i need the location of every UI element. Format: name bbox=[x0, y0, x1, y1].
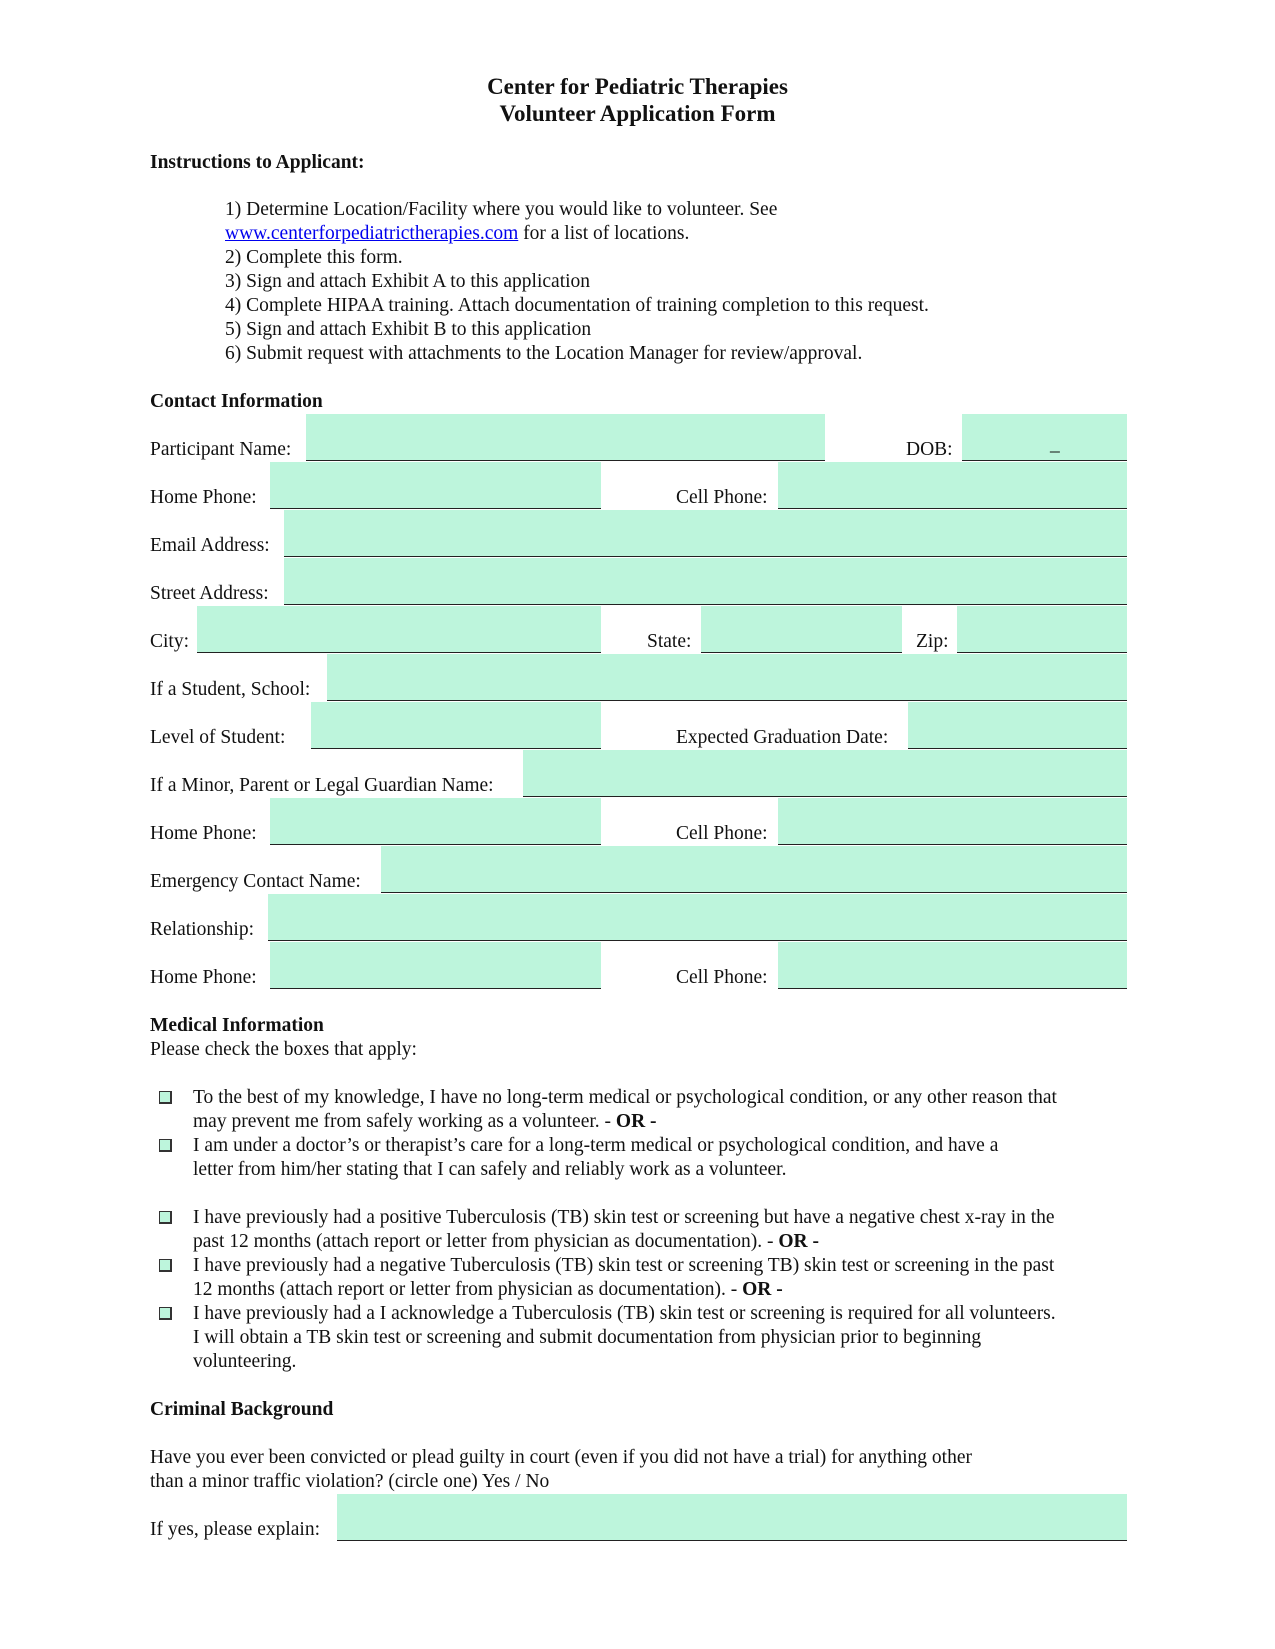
dob-value: _ bbox=[1050, 434, 1060, 455]
explain-field[interactable] bbox=[337, 1494, 1127, 1541]
participant-name-field[interactable] bbox=[306, 414, 825, 461]
graduation-field[interactable] bbox=[908, 702, 1127, 749]
graduation-label: Expected Graduation Date: bbox=[676, 727, 889, 748]
instruction-step-5: 5) Sign and attach Exhibit B to this application bbox=[225, 319, 592, 340]
tb-negative-checkbox[interactable] bbox=[159, 1259, 172, 1272]
or-label: OR - bbox=[778, 1231, 819, 1252]
emergency-home-phone-field[interactable] bbox=[270, 942, 601, 989]
email-field[interactable] bbox=[284, 510, 1127, 557]
tb-positive-text-1: I have previously had a positive Tuberculosis (TB) skin test or screening but have a negative chest x-ray in the bbox=[193, 1207, 1055, 1228]
or-label: OR - bbox=[615, 1111, 657, 1132]
guardian-cell-phone-label: Cell Phone: bbox=[676, 823, 768, 844]
guardian-label: If a Minor, Parent or Legal Guardian Name: bbox=[150, 775, 494, 796]
emergency-contact-field[interactable] bbox=[381, 846, 1127, 893]
cell-phone-label: Cell Phone: bbox=[676, 487, 768, 508]
zip-label: Zip: bbox=[916, 631, 949, 652]
city-label: City: bbox=[150, 631, 190, 652]
emergency-cell-phone-label: Cell Phone: bbox=[676, 967, 768, 988]
home-phone-field[interactable] bbox=[270, 462, 601, 509]
instruction-step-6: 6) Submit request with attachments to the Location Manager for review/approval. bbox=[225, 343, 863, 364]
relationship-label: Relationship: bbox=[150, 919, 254, 940]
doctor-care-text-2: letter from him/her stating that I can safely and reliably work as a volunteer. bbox=[193, 1159, 787, 1180]
relationship-field[interactable] bbox=[268, 894, 1127, 941]
emergency-contact-label: Emergency Contact Name: bbox=[150, 871, 361, 892]
tb-acknowledge-text-1: I have previously had a I acknowledge a Tuberculosis (TB) skin test or screening is required for all volunteers. bbox=[193, 1303, 1056, 1324]
no-condition-checkbox[interactable] bbox=[159, 1091, 172, 1104]
home-phone-label: Home Phone: bbox=[150, 487, 257, 508]
guardian-home-phone-field[interactable] bbox=[270, 798, 601, 845]
or-label: OR - bbox=[742, 1279, 783, 1300]
explain-label: If yes, please explain: bbox=[150, 1519, 321, 1540]
tb-acknowledge-text-3: volunteering. bbox=[193, 1351, 297, 1372]
instruction-step-4: 4) Complete HIPAA training. Attach documentation of training completion to this request. bbox=[225, 295, 929, 316]
instruction-step-1-cont bbox=[225, 223, 689, 245]
participant-name-label: Participant Name: bbox=[150, 439, 292, 460]
school-field[interactable] bbox=[327, 654, 1127, 701]
school-label: If a Student, School: bbox=[150, 679, 311, 700]
doctor-care-checkbox[interactable] bbox=[159, 1139, 172, 1152]
no-condition-text-1: To the best of my knowledge, I have no long-term medical or psychological condition, or any other reason that bbox=[193, 1087, 1057, 1108]
tb-positive-checkbox[interactable] bbox=[159, 1211, 172, 1224]
dob-field[interactable] bbox=[962, 414, 1127, 461]
instruction-step-3: 3) Sign and attach Exhibit A to this application bbox=[225, 271, 591, 292]
medical-heading: Medical Information bbox=[150, 1015, 324, 1036]
emergency-home-phone-label: Home Phone: bbox=[150, 967, 257, 988]
guardian-cell-phone-field[interactable] bbox=[778, 798, 1127, 845]
criminal-heading: Criminal Background bbox=[150, 1399, 334, 1420]
form-title: Center for Pediatric Therapies bbox=[487, 74, 788, 99]
no-condition-text-2: may prevent me from safely working as a volunteer. - OR - bbox=[193, 1111, 657, 1132]
medical-subheading: Please check the boxes that apply: bbox=[150, 1039, 417, 1060]
emergency-cell-phone-field[interactable] bbox=[778, 942, 1127, 989]
instructions-heading: Instructions to Applicant: bbox=[150, 152, 365, 173]
street-label: Street Address: bbox=[150, 583, 269, 604]
state-field[interactable] bbox=[701, 606, 902, 653]
tb-negative-text-1: I have previously had a negative Tuberculosis (TB) skin test or screening TB) skin test or screening in the past bbox=[193, 1255, 1055, 1276]
cell-phone-field[interactable] bbox=[778, 462, 1127, 509]
tb-negative-text-2: 12 months (attach report or letter from physician as documentation). - OR - bbox=[193, 1279, 783, 1300]
street-field[interactable] bbox=[284, 558, 1127, 605]
student-level-field[interactable] bbox=[311, 702, 601, 749]
city-field[interactable] bbox=[197, 606, 601, 653]
criminal-question-2: than a minor traffic violation? (circle one) Yes / No bbox=[150, 1471, 550, 1492]
guardian-home-phone-label: Home Phone: bbox=[150, 823, 257, 844]
dob-label: DOB: bbox=[906, 439, 953, 460]
zip-field[interactable] bbox=[957, 606, 1127, 653]
instruction-step-1: 1) Determine Location/Facility where you would like to volunteer. See bbox=[225, 199, 778, 220]
contact-heading: Contact Information bbox=[150, 391, 323, 412]
student-level-label: Level of Student: bbox=[150, 727, 286, 748]
email-label: Email Address: bbox=[150, 535, 270, 556]
tb-acknowledge-checkbox[interactable] bbox=[159, 1307, 172, 1320]
instruction-step-1-tail: for a list of locations. bbox=[523, 223, 690, 244]
criminal-question-1: Have you ever been convicted or plead guilty in court (even if you did not have a trial) for anything other bbox=[150, 1447, 972, 1468]
website-link[interactable]: www.centerforpediatrictherapies.com bbox=[225, 223, 519, 244]
state-label: State: bbox=[647, 631, 692, 652]
doctor-care-text-1: I am under a doctor’s or therapist’s care for a long-term medical or psychological condition, and have a bbox=[193, 1135, 999, 1156]
form-subtitle: Volunteer Application Form bbox=[499, 101, 776, 126]
instruction-step-2: 2) Complete this form. bbox=[225, 247, 403, 268]
tb-positive-text-2: past 12 months (attach report or letter from physician as documentation). - OR - bbox=[193, 1231, 819, 1252]
tb-acknowledge-text-2: I will obtain a TB skin test or screening and submit documentation from physician prior to beginning bbox=[193, 1327, 982, 1348]
guardian-field[interactable] bbox=[523, 750, 1127, 797]
